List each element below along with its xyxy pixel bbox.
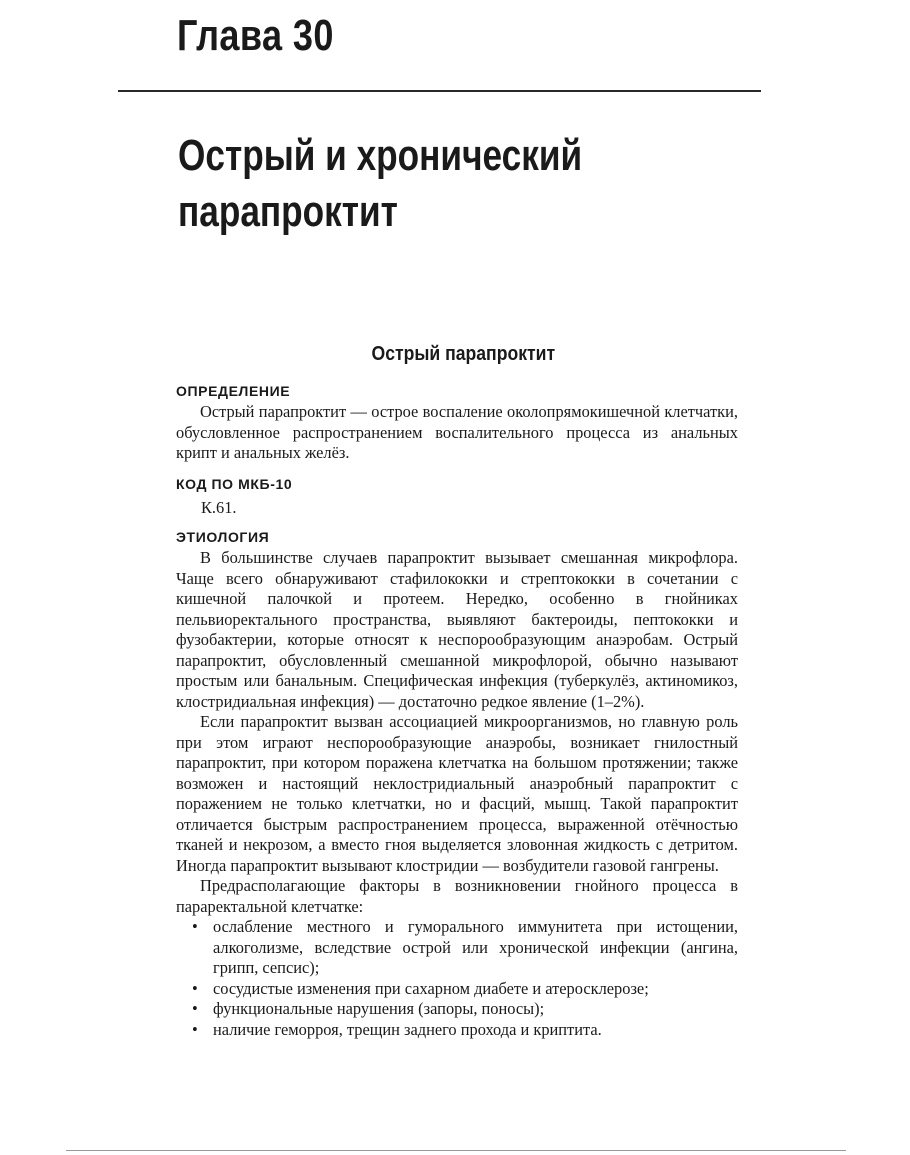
section-title bbox=[0, 340, 910, 368]
list-item-text: функциональные нарушения (запоры, поносы); bbox=[213, 999, 545, 1018]
chapter-number: Глава 30 bbox=[177, 11, 334, 60]
list-item bbox=[176, 979, 738, 1000]
bullet-icon: • bbox=[192, 999, 198, 1018]
section-title-text: Острый парапроктит bbox=[371, 343, 555, 365]
bullet-icon: • bbox=[192, 917, 198, 936]
list-item-text: ослабление местного и гуморального иммунитета при истощении, алкоголизме, вследствие острой или хронической инфекции (ангина, грипп, сепсис); bbox=[213, 917, 738, 977]
etiology-paragraph: Если парапроктит вызван ассоциацией микроорганизмов, но главную роль при этом играют неспорообразующие анаэробы, возникает гнилостный парапроктит, при котором поражена клетчатка на большом протяжении; также возможен и настоящий неклостридиальный анаэробный парапроктит с поражением не только клетчатки, но и фасций, мышц. Такой парапроктит отличается быстрым распространением процесса, выраженной отёчностью тканей и некрозом, а вместо гноя выделяется зловонная жидкость с детритом. Иногда парапроктит вызывают клостридии — возбудители газовой гангрены. bbox=[176, 712, 738, 875]
etiology-paragraph: Предрасполагающие факторы в возникновении гнойного процесса в параректальной клетчатке: bbox=[176, 876, 738, 916]
footer-divider bbox=[66, 1150, 846, 1151]
article-body bbox=[176, 380, 738, 1040]
list-item-text: сосудистые изменения при сахарном диабете и атеросклерозе; bbox=[213, 978, 649, 998]
definition-heading: ОПРЕДЕЛЕНИЕ bbox=[176, 383, 291, 399]
definition-text: Острый парапроктит — острое воспаление околопрямокишечной клетчатки, обусловленное распространением воспалительного процесса из анальных крипт и анальных желёз. bbox=[176, 402, 738, 462]
bullet-icon: • bbox=[192, 978, 198, 998]
etiology-paragraph: В большинстве случаев парапроктит вызывает смешанная микрофлора. Чаще всего обнаруживают стафилококки и стрептококки в сочетании с кишечной палочкой и протеем. Нередко, особенно в гнойниках пельвиоректального пространства, выявляют бактероиды, пептококки и фузобактерии, которые относят к неспорообразующим анаэробам. Острый парапроктит, обусловленный смешанной микрофлорой, обычно называют простым или банальным. Специфическая инфекция (туберкулёз, актиномикоз, клостридиальная инфекция) — достаточно редкое явление (1–2%). bbox=[176, 548, 738, 711]
chapter-title-line: парапроктит bbox=[178, 187, 398, 236]
bullet-icon: • bbox=[192, 1019, 198, 1039]
factors-list bbox=[176, 917, 738, 1040]
list-item bbox=[176, 917, 738, 979]
chapter-title bbox=[178, 128, 582, 240]
list-item-text: наличие геморроя, трещин заднего прохода и криптита. bbox=[213, 1019, 602, 1039]
etiology-heading: ЭТИОЛОГИЯ bbox=[176, 529, 270, 545]
icd-code: К.61. bbox=[201, 497, 237, 517]
list-item bbox=[176, 1020, 738, 1041]
chapter-title-line: Острый и хронический bbox=[178, 131, 583, 180]
list-item bbox=[176, 999, 738, 1020]
header-divider bbox=[118, 90, 761, 92]
icd-heading: КОД ПО МКБ-10 bbox=[176, 475, 293, 492]
